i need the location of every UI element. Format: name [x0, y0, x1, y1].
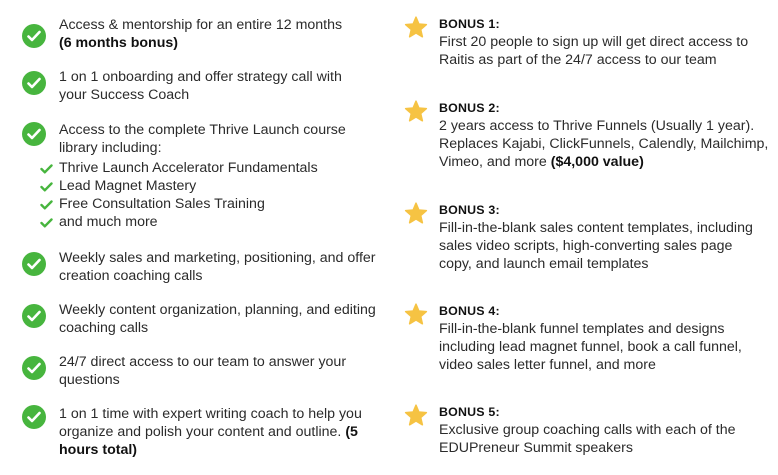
- sub-list-item: [40, 177, 385, 195]
- bonus-text: First 20 people to sign up will get direct access to Raitis as part of the 24/7 access to our team: [439, 34, 749, 68]
- feature-item: [22, 121, 385, 231]
- bonus-text: Exclusive group coaching calls with each of the EDUPreneur Summit speakers: [439, 422, 736, 456]
- star-icon: [404, 100, 428, 123]
- check-circle-icon: [22, 24, 46, 48]
- star-icon: [404, 16, 428, 39]
- bonus-title: BONUS 2:: [439, 101, 500, 115]
- sub-list-item: [40, 159, 385, 177]
- feature-item: [22, 353, 359, 389]
- feature-item: [22, 301, 389, 337]
- bonus-text: Fill-in-the-blank funnel templates and designs including lead magnet funnel, book a call funnel, video sales letter funnel, and more: [439, 321, 742, 373]
- check-mark-icon: [40, 218, 53, 228]
- feature-item: [22, 405, 389, 459]
- bonus-item: [404, 16, 769, 69]
- feature-text: Access to the complete Thrive Launch course library including:: [59, 122, 346, 156]
- check-mark-icon: [40, 164, 53, 174]
- feature-item: [22, 16, 342, 52]
- bonus-text: 2 years access to Thrive Funnels (Usually 1 year). Replaces Kajabi, ClickFunnels, Calendly, Mailchimp, Vimeo, and more: [439, 118, 769, 170]
- sub-item-text: Lead Magnet Mastery: [59, 178, 197, 194]
- sub-item-text: Free Consultation Sales Training: [59, 196, 265, 212]
- check-circle-icon: [22, 356, 46, 380]
- sub-list-item: [40, 195, 385, 213]
- bonus-title: BONUS 1:: [439, 17, 500, 31]
- feature-text: Weekly sales and marketing, positioning, and offer creation coaching calls: [59, 250, 376, 284]
- check-circle-icon: [22, 252, 46, 276]
- feature-text: 24/7 direct access to our team to answer your questions: [59, 354, 347, 388]
- feature-item: [22, 249, 389, 285]
- feature-highlight: (6 months bonus): [59, 35, 179, 51]
- check-circle-icon: [22, 122, 46, 146]
- star-icon: [404, 303, 428, 326]
- bonus-item: [404, 404, 769, 457]
- bonus-text: Fill-in-the-blank sales content templates, including sales video scripts, high-converting sales page copy, and launch email templates: [439, 220, 753, 272]
- bonus-item: [404, 303, 778, 374]
- feature-item: [22, 68, 359, 104]
- bonus-title: BONUS 4:: [439, 304, 500, 318]
- course-sub-list: [40, 159, 385, 231]
- feature-text: 1 on 1 time with expert writing coach to help you organize and polish your content and outline.: [59, 406, 362, 440]
- sub-item-text: Thrive Launch Accelerator Fundamentals: [59, 160, 318, 176]
- check-mark-icon: [40, 200, 53, 210]
- feature-text: 1 on 1 onboarding and offer strategy call with your Success Coach: [59, 69, 342, 103]
- feature-highlight: (5 hours total): [59, 424, 358, 458]
- sub-item-text: and much more: [59, 214, 158, 230]
- bonus-highlight: ($4,000 value): [550, 154, 644, 170]
- sub-list-item: [40, 213, 385, 231]
- check-circle-icon: [22, 405, 46, 429]
- bonus-title: BONUS 3:: [439, 203, 500, 217]
- check-circle-icon: [22, 304, 46, 328]
- bonus-item: [404, 100, 769, 171]
- check-mark-icon: [40, 182, 53, 192]
- bonus-title: BONUS 5:: [439, 405, 500, 419]
- star-icon: [404, 202, 428, 225]
- star-icon: [404, 404, 428, 427]
- bonus-item: [404, 202, 769, 273]
- feature-text: Access & mentorship for an entire 12 months: [59, 17, 343, 33]
- feature-text: Weekly content organization, planning, and editing coaching calls: [59, 302, 376, 336]
- check-circle-icon: [22, 71, 46, 95]
